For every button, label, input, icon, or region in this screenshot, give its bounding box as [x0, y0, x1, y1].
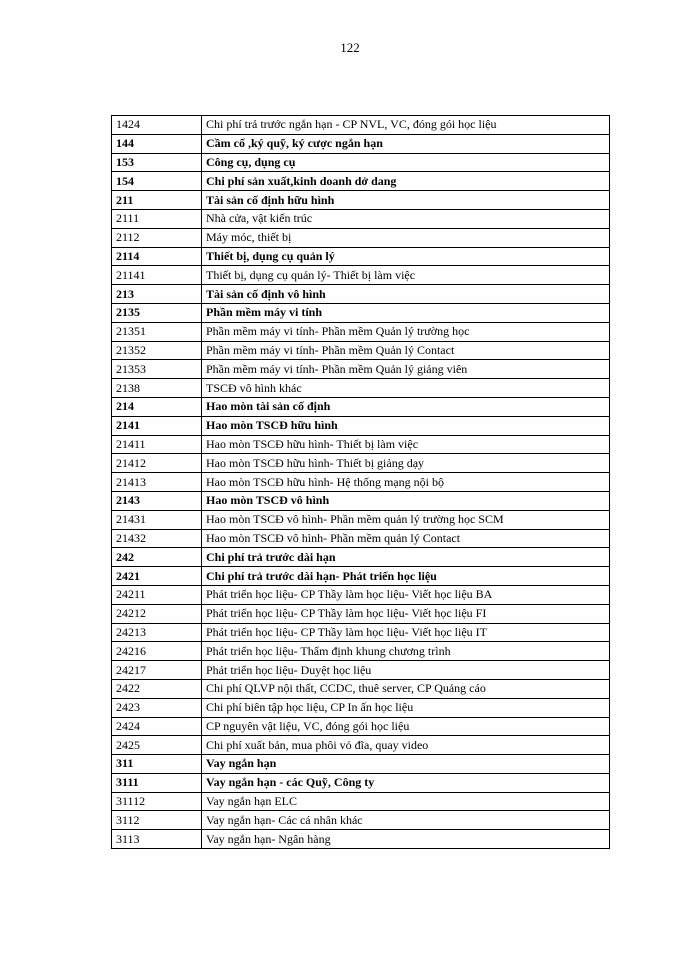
table-row: [112, 529, 610, 548]
account-code-cell: 153: [112, 153, 202, 172]
table-row: [112, 642, 610, 661]
account-name-cell: Chi phí trả trước ngắn hạn - CP NVL, VC, đóng gói học liệu: [202, 116, 610, 135]
table-row: [112, 379, 610, 398]
account-code-cell: 2425: [112, 736, 202, 755]
table-row: [112, 811, 610, 830]
table-row: [112, 679, 610, 698]
account-name-cell: Máy móc, thiết bị: [202, 228, 610, 247]
account-code-cell: 2143: [112, 491, 202, 510]
account-code-cell: 2423: [112, 698, 202, 717]
account-name-cell: Chi phí sản xuất,kinh doanh dở dang: [202, 172, 610, 191]
account-table-body: [112, 116, 610, 849]
table-row: [112, 341, 610, 360]
table-row: [112, 360, 610, 379]
table-row: [112, 416, 610, 435]
account-code-cell: 144: [112, 134, 202, 153]
account-name-cell: Thiết bị, dụng cụ quản lý: [202, 247, 610, 266]
account-name-cell: Vay ngắn hạn- Các cá nhân khác: [202, 811, 610, 830]
account-name-cell: TSCĐ vô hình khác: [202, 379, 610, 398]
account-code-cell: 242: [112, 548, 202, 567]
table-row: [112, 191, 610, 210]
account-code-cell: 2421: [112, 567, 202, 586]
account-name-cell: Cầm cố ,ký quỹ, ký cược ngắn hạn: [202, 134, 610, 153]
table-row: [112, 717, 610, 736]
account-code-cell: 2114: [112, 247, 202, 266]
account-name-cell: Phần mềm máy vi tính- Phần mềm Quản lý Contact: [202, 341, 610, 360]
table-row: [112, 698, 610, 717]
account-name-cell: Tài sản cố định vô hình: [202, 285, 610, 304]
account-name-cell: Hao mòn tài sản cố định: [202, 397, 610, 416]
account-name-cell: Hao mòn TSCĐ hữu hình- Thiết bị giảng dạy: [202, 454, 610, 473]
table-row: [112, 755, 610, 774]
account-name-cell: Hao mòn TSCĐ hữu hình- Thiết bị làm việc: [202, 435, 610, 454]
account-code-cell: 1424: [112, 116, 202, 135]
table-row: [112, 454, 610, 473]
account-name-cell: Chi phí biên tập học liệu, CP In ấn học liệu: [202, 698, 610, 717]
account-code-cell: 2424: [112, 717, 202, 736]
account-name-cell: Vay ngắn hạn ELC: [202, 792, 610, 811]
table-row: [112, 153, 610, 172]
account-code-cell: 214: [112, 397, 202, 416]
account-code-cell: 21432: [112, 529, 202, 548]
page-number: 122: [340, 40, 360, 55]
table-row: [112, 661, 610, 680]
account-code-cell: 21351: [112, 322, 202, 341]
account-name-cell: Phần mềm máy vi tính: [202, 303, 610, 322]
account-code-cell: 21141: [112, 266, 202, 285]
account-code-cell: 311: [112, 755, 202, 774]
account-name-cell: Hao mòn TSCĐ vô hình: [202, 491, 610, 510]
account-name-cell: Phát triển học liệu- Thẩm định khung chương trình: [202, 642, 610, 661]
account-code-cell: 3111: [112, 773, 202, 792]
account-code-cell: 2135: [112, 303, 202, 322]
table-row: [112, 397, 610, 416]
account-code-cell: 3112: [112, 811, 202, 830]
table-row: [112, 736, 610, 755]
account-name-cell: Tài sản cố định hữu hình: [202, 191, 610, 210]
account-code-cell: 31112: [112, 792, 202, 811]
table-row: [112, 266, 610, 285]
account-code-cell: 21352: [112, 341, 202, 360]
account-name-cell: Công cụ, dụng cụ: [202, 153, 610, 172]
table-row: [112, 510, 610, 529]
table-row: [112, 322, 610, 341]
account-name-cell: Hao mòn TSCĐ vô hình- Phần mềm quản lý trường học SCM: [202, 510, 610, 529]
table-row: [112, 473, 610, 492]
account-code-cell: 21431: [112, 510, 202, 529]
account-name-cell: Vay ngắn hạn: [202, 755, 610, 774]
account-code-cell: 24216: [112, 642, 202, 661]
table-row: [112, 604, 610, 623]
account-code-cell: 211: [112, 191, 202, 210]
account-code-cell: 24217: [112, 661, 202, 680]
account-name-cell: Phát triển học liệu- CP Thầy làm học liệu- Viết học liệu BA: [202, 585, 610, 604]
table-row: [112, 209, 610, 228]
account-name-cell: Phát triển học liệu- CP Thầy làm học liệu- Viết học liệu FI: [202, 604, 610, 623]
account-name-cell: Phần mềm máy vi tính- Phần mềm Quản lý trường học: [202, 322, 610, 341]
account-name-cell: Phần mềm máy vi tính- Phần mềm Quản lý giảng viên: [202, 360, 610, 379]
table-row: [112, 567, 610, 586]
table-row: [112, 585, 610, 604]
table-row: [112, 134, 610, 153]
account-code-cell: 2138: [112, 379, 202, 398]
table-row: [112, 303, 610, 322]
table-row: [112, 548, 610, 567]
account-name-cell: Thiết bị, dụng cụ quản lý- Thiết bị làm việc: [202, 266, 610, 285]
table-row: [112, 773, 610, 792]
table-row: [112, 435, 610, 454]
table-row: [112, 228, 610, 247]
account-name-cell: Hao mòn TSCĐ hữu hình: [202, 416, 610, 435]
table-row: [112, 247, 610, 266]
account-code-cell: 2111: [112, 209, 202, 228]
table-row: [112, 623, 610, 642]
account-table: [111, 115, 610, 849]
table-row: [112, 116, 610, 135]
account-name-cell: Vay ngắn hạn - các Quỹ, Công ty: [202, 773, 610, 792]
account-code-cell: 154: [112, 172, 202, 191]
account-name-cell: CP nguyên vật liệu, VC, đóng gói học liệu: [202, 717, 610, 736]
account-code-cell: 24213: [112, 623, 202, 642]
account-name-cell: Nhà cửa, vật kiến trúc: [202, 209, 610, 228]
account-code-cell: 21411: [112, 435, 202, 454]
account-name-cell: Chi phí trả trước dài hạn- Phát triển học liệu: [202, 567, 610, 586]
account-code-cell: 21353: [112, 360, 202, 379]
account-name-cell: Vay ngắn hạn- Ngân hàng: [202, 830, 610, 849]
account-code-cell: 3113: [112, 830, 202, 849]
table-row: [112, 491, 610, 510]
account-code-cell: 24211: [112, 585, 202, 604]
account-code-cell: 2112: [112, 228, 202, 247]
account-name-cell: Phát triển học liệu- CP Thầy làm học liệu- Viết học liệu IT: [202, 623, 610, 642]
account-code-cell: 213: [112, 285, 202, 304]
account-name-cell: Chi phí xuất bản, mua phôi vỏ đĩa, quay video: [202, 736, 610, 755]
account-name-cell: Hao mòn TSCĐ hữu hình- Hệ thống mạng nội bộ: [202, 473, 610, 492]
account-code-cell: 2141: [112, 416, 202, 435]
account-name-cell: Chi phí trả trước dài hạn: [202, 548, 610, 567]
account-name-cell: Phát triển học liệu- Duyệt học liệu: [202, 661, 610, 680]
table-row: [112, 285, 610, 304]
account-name-cell: Hao mòn TSCĐ vô hình- Phần mềm quản lý Contact: [202, 529, 610, 548]
account-code-cell: 24212: [112, 604, 202, 623]
table-row: [112, 792, 610, 811]
account-code-cell: 21413: [112, 473, 202, 492]
table-row: [112, 172, 610, 191]
table-row: [112, 830, 610, 849]
account-name-cell: Chi phí QLVP nội thất, CCDC, thuê server, CP Quảng cáo: [202, 679, 610, 698]
account-code-cell: 2422: [112, 679, 202, 698]
account-code-cell: 21412: [112, 454, 202, 473]
